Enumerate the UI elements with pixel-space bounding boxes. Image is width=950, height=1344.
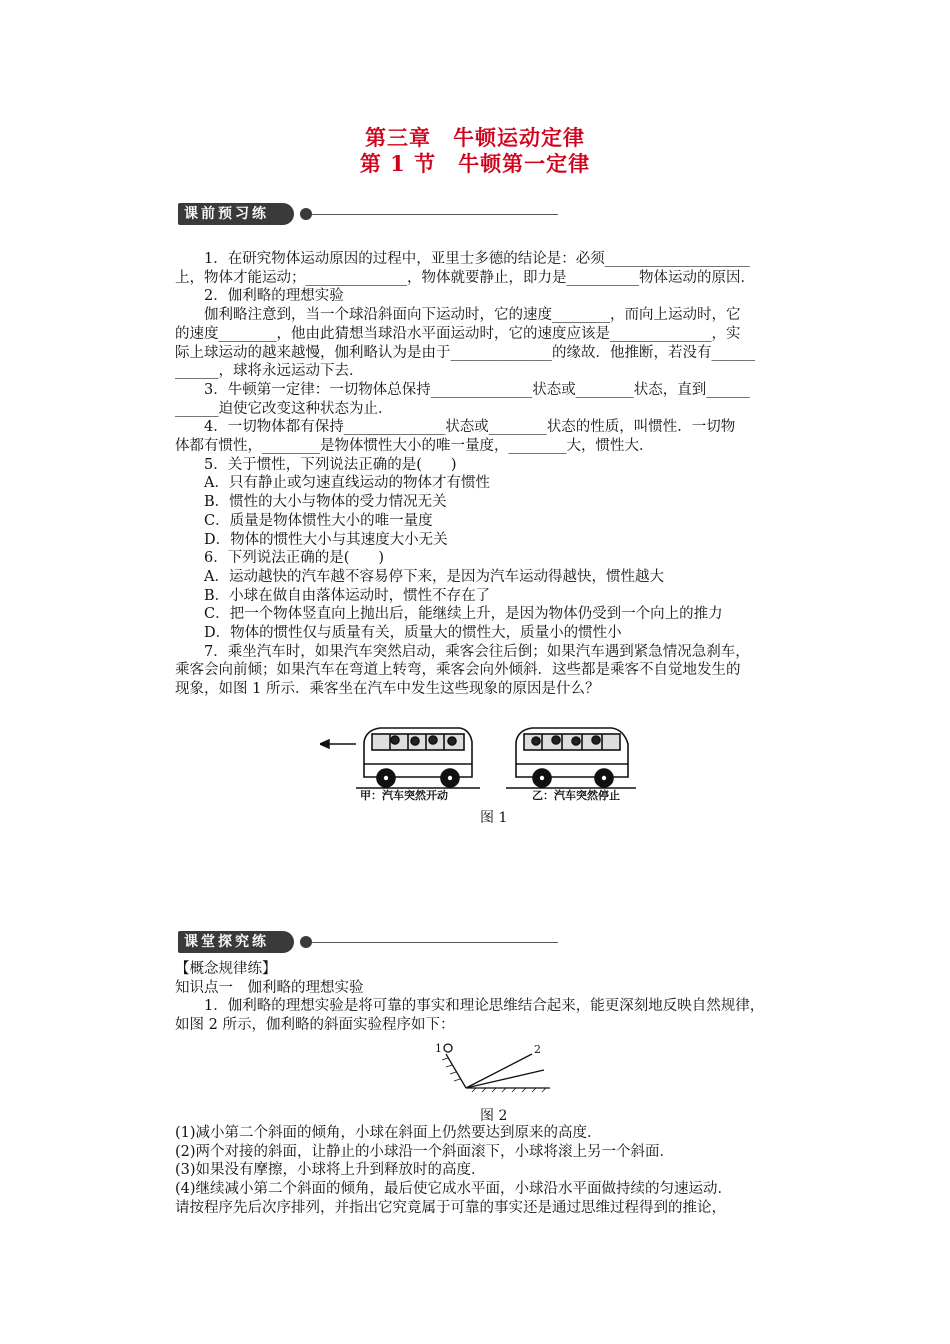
preview-text-line: 2．伽利略的理想实验	[175, 288, 344, 305]
banner-rule	[312, 942, 558, 943]
preview-text-line: B．惯性的大小与物体的受力情况无关	[175, 494, 447, 511]
preview-text-line: 现象，如图 1 所示．乘客坐在汽车中发生这些现象的原因是什么？	[175, 681, 600, 698]
banner-dot-icon	[300, 936, 312, 948]
preview-text-line: A．只有静止或匀速直线运动的物体才有惯性	[175, 475, 490, 492]
preview-text-line: 体都有惯性，________是物体惯性大小的唯一量度，________大，惯性大．	[175, 438, 654, 454]
preview-banner-label: 课前预习练	[178, 203, 294, 225]
preview-text-line: 伽利略注意到，当一个球沿斜面向下运动时，它的速度________，而向上运动时，它	[175, 307, 741, 324]
banner-dot-icon	[300, 208, 312, 220]
figure-2-inclines	[432, 1042, 562, 1104]
preview-text-line: 上，物体才能运动；______________，物体就要静止，即力是__________物体运动的原因．	[175, 269, 755, 286]
preview-text-line: D．物体的惯性大小与其速度大小无关	[175, 531, 448, 548]
explore-text-line: 如图 2 所示，伽利略的斜面实验程序如下：	[175, 1017, 455, 1034]
preview-text-line: ______迫使它改变这种状态为止．	[175, 400, 393, 417]
preview-text-line: 1．在研究物体运动原因的过程中，亚里士多德的结论是：必须____________________	[175, 251, 750, 267]
preview-text-line: 7．乘坐汽车时，如果汽车突然启动，乘客会往后倒；如果汽车遇到紧急情况急刹车，	[175, 643, 750, 660]
figure-1-right-caption: 乙：汽车突然停止	[532, 789, 620, 802]
section-title: 第 1 节 牛顿第一定律	[359, 151, 591, 176]
chapter-title: 第三章 牛顿运动定律	[365, 125, 585, 150]
explore-banner	[178, 931, 558, 953]
step-text-line: (1)减小第二个斜面的倾角，小球在斜面上仍然要达到原来的高度．	[175, 1125, 602, 1141]
preview-text-line: A．运动越快的汽车越不容易停下来，是因为汽车运动得越快，惯性越大	[175, 568, 664, 585]
explore-text-line: 知识点一 伽利略的理想实验	[175, 979, 364, 996]
preview-text-line: 5．关于惯性，下列说法正确的是( )	[175, 456, 457, 473]
step-text-line: (4)继续减小第二个斜面的倾角，最后使它成水平面，小球沿水平面做持续的匀速运动．	[175, 1181, 733, 1198]
preview-text-line: 6．下列说法正确的是( )	[175, 550, 385, 567]
preview-banner	[178, 203, 558, 225]
step-text-line: 请按程序先后次序排列，并指出它究竟属于可靠的事实还是通过思维过程得到的推论，	[175, 1199, 726, 1216]
incline-mark-1: 1	[435, 1042, 442, 1055]
figure-1-left-caption: 甲：汽车突然开动	[360, 789, 448, 802]
preview-text-line: C．质量是物体惯性大小的唯一量度	[175, 512, 433, 529]
preview-text-line: 乘客会向前倾；如果汽车在弯道上转弯，乘客会向外倾斜．这些都是乘客不自觉地发生的	[175, 662, 741, 679]
preview-text-line: 际上球运动的越来越慢，伽利略认为是由于______________的缘故．他推断，若没有______	[175, 344, 755, 361]
preview-text-line: 4．一切物体都有保持______________状态或________状态的性质，叫惯性．一切物	[175, 419, 736, 436]
bus-left-icon	[356, 728, 480, 788]
motion-arrow-icon	[320, 740, 356, 748]
figure-2-label: 图 2	[480, 1108, 508, 1124]
preview-text-line: 3．牛顿第一定律：一切物体总保持______________状态或________状态，直到______	[175, 381, 750, 398]
explore-banner-label: 课堂探究练	[178, 931, 294, 953]
preview-text-line: C．把一个物体竖直向上抛出后，能继续上升，是因为物体仍受到一个向上的推力	[175, 606, 723, 623]
preview-text-line: B．小球在做自由落体运动时，惯性不存在了	[175, 587, 491, 604]
explore-text-line: 【概念规律练】	[175, 961, 277, 977]
explore-text-line: 1．伽利略的理想实验是将可靠的事实和理论思维结合起来，能更深刻地反映自然规律，	[175, 998, 765, 1015]
step-text-line: (3)如果没有摩擦，小球将上升到释放时的高度．	[175, 1162, 486, 1179]
preview-text-line: ______，球将永远运动下去．	[175, 363, 364, 380]
preview-text-line: 的速度________，他由此猜想当球沿水平面运动时，它的速度应该是______________，实	[175, 325, 741, 342]
bus-right-icon	[506, 728, 636, 788]
incline-mark-2: 2	[534, 1043, 541, 1056]
step-text-line: (2)两个对接的斜面，让静止的小球沿一个斜面滚下，小球将滚上另一个斜面．	[175, 1143, 675, 1160]
figure-1-label: 图 1	[480, 810, 508, 826]
banner-rule	[312, 214, 558, 215]
ball-icon	[444, 1044, 452, 1052]
preview-text-line: D．物体的惯性仅与质量有关，质量大的惯性大，质量小的惯性小	[175, 625, 622, 641]
